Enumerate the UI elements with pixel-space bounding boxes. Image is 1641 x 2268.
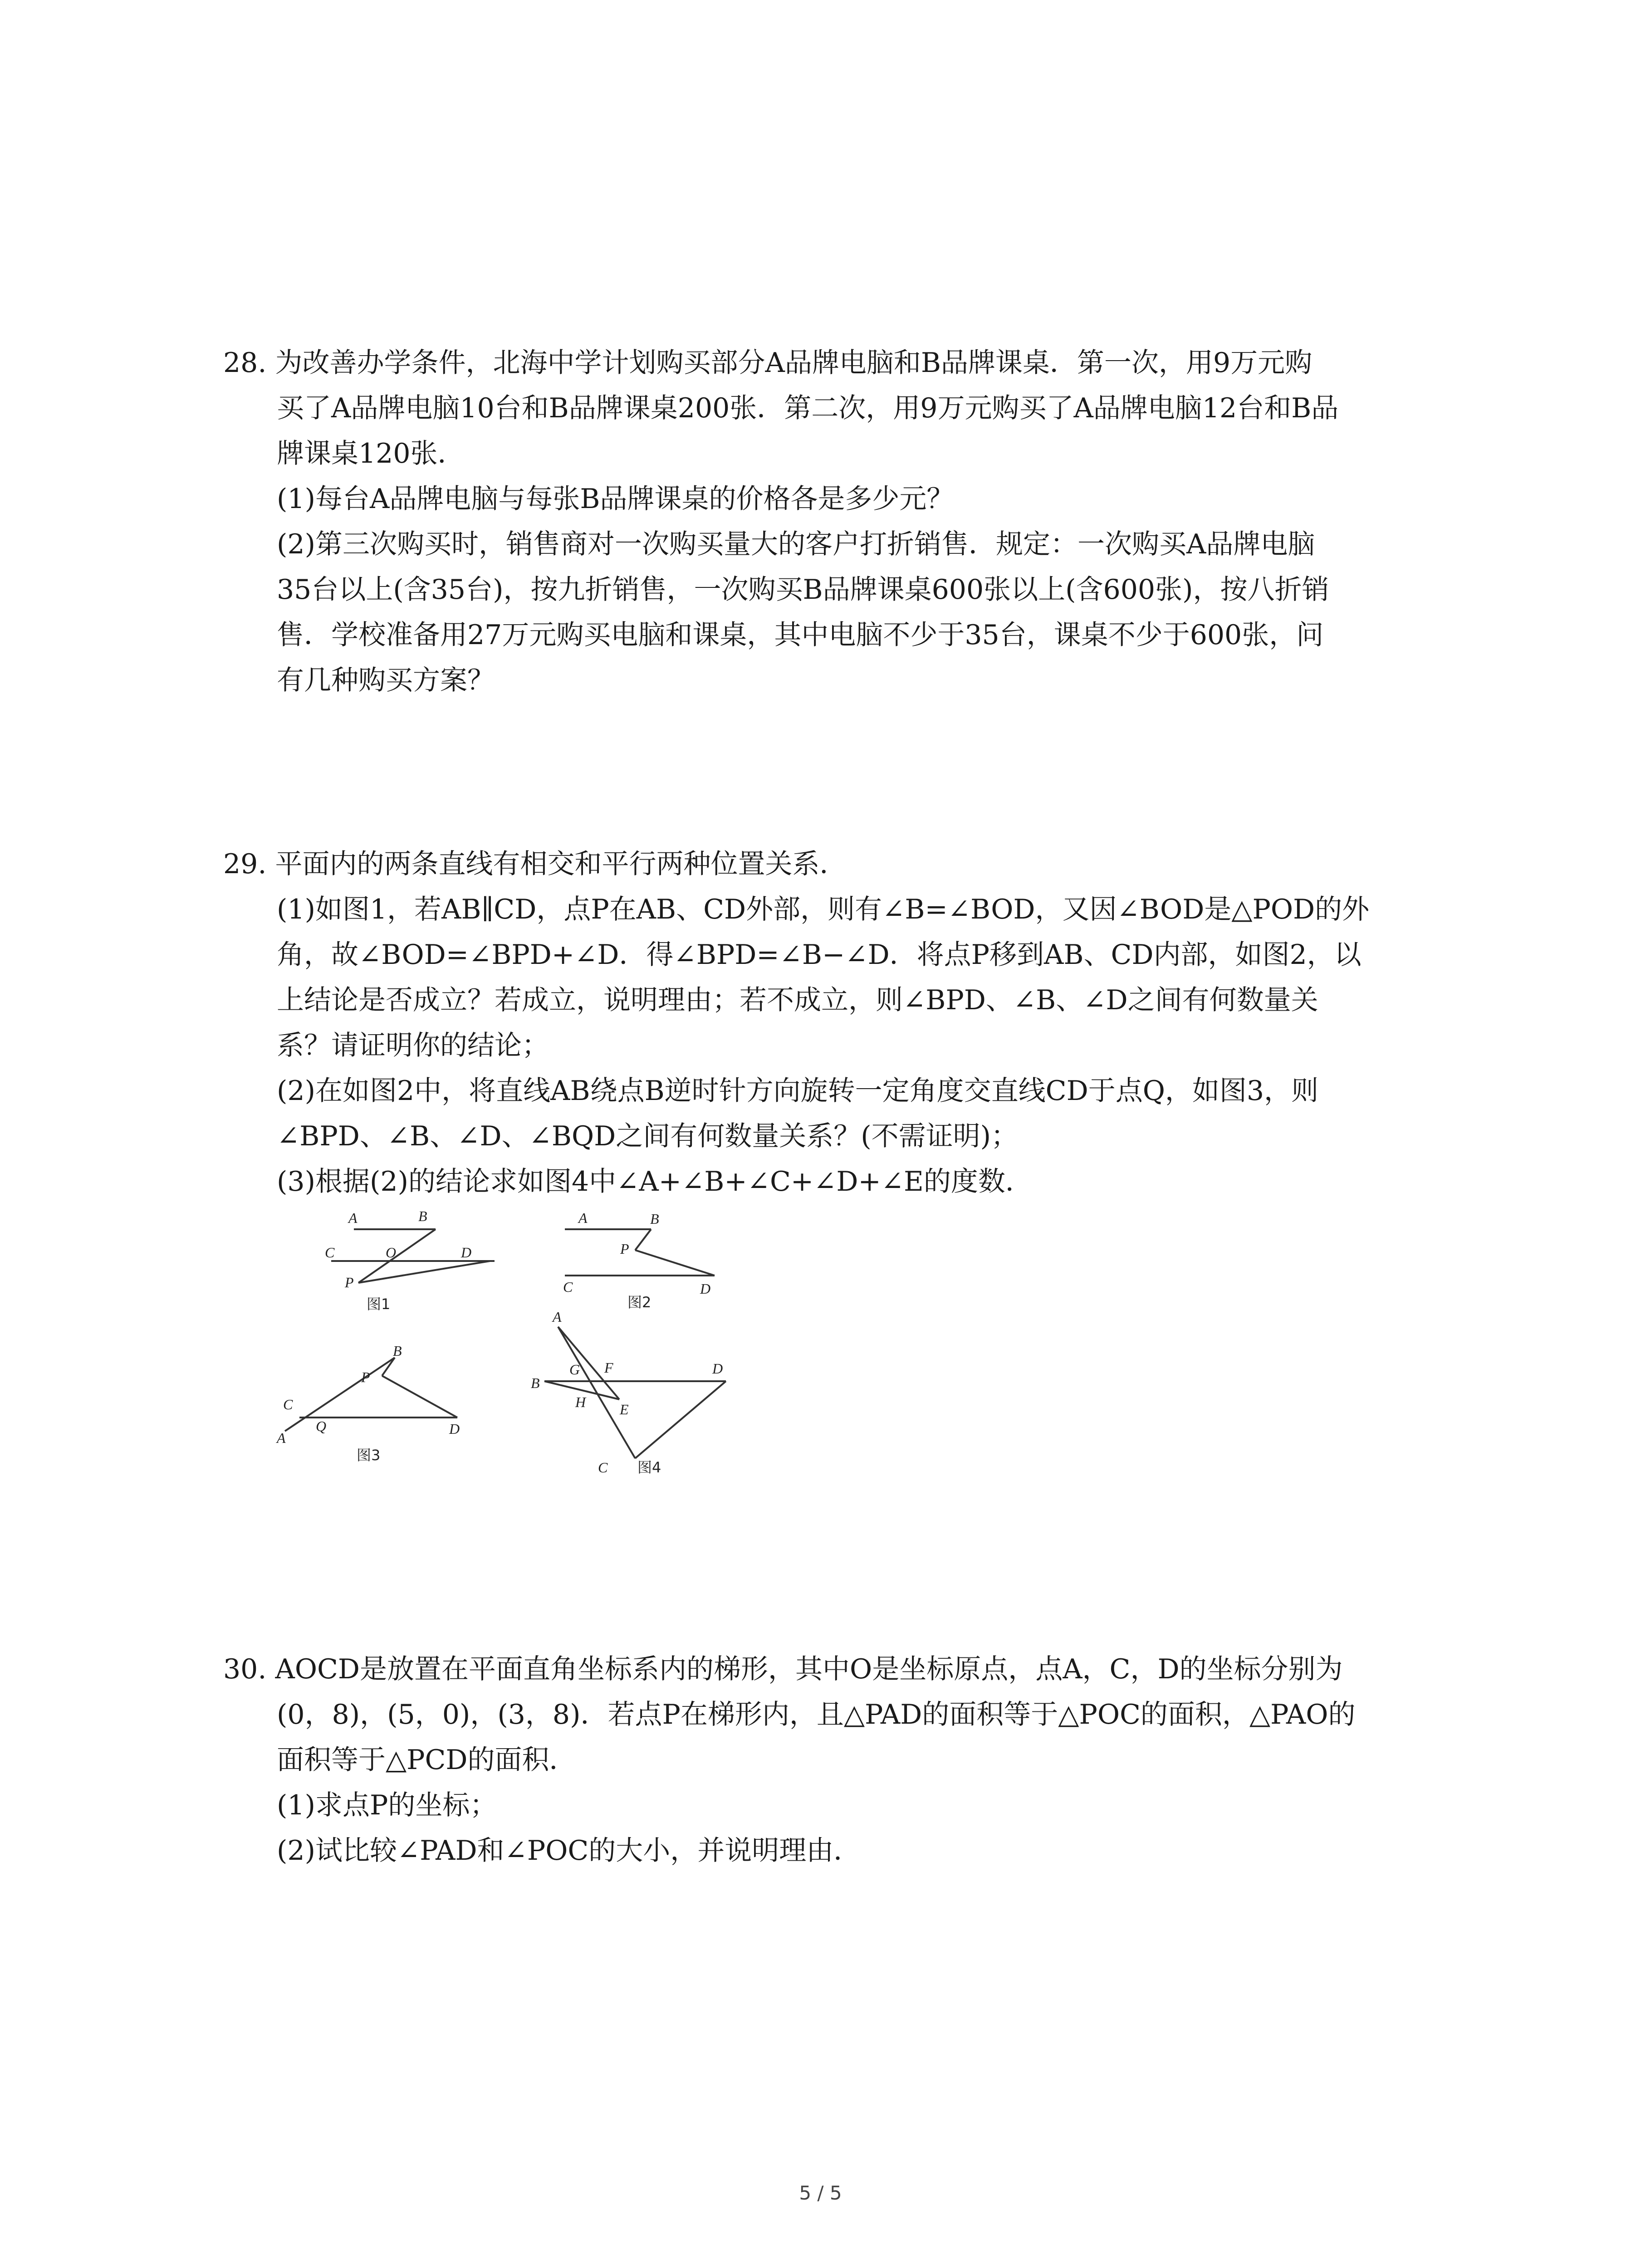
fig2-segment-pd bbox=[635, 1250, 715, 1276]
fig3-label-b: B bbox=[393, 1343, 402, 1359]
fig3-line-ab bbox=[285, 1358, 395, 1431]
fig1-label-p: P bbox=[345, 1274, 354, 1290]
problem-28-question-2-line-3: 售．学校准备用27万元购买电脑和课桌，其中电脑不少于35台，课桌不少于600张，问 bbox=[277, 619, 1324, 651]
fig3-segment-bp bbox=[382, 1358, 395, 1376]
fig4-label-c: C bbox=[598, 1459, 608, 1476]
problem-29-question-1-line-2: 角，故∠BOD=∠BPD+∠D．得∠BPD=∠B−∠D．将点P移到AB、CD内部，如图2，以 bbox=[277, 939, 1362, 971]
fig4-caption: 图4 bbox=[637, 1459, 661, 1476]
figure-3 bbox=[272, 1336, 490, 1472]
fig1-label-a: A bbox=[348, 1210, 358, 1226]
fig3-label-c: C bbox=[283, 1396, 293, 1413]
problem-29-question-1-line-1: (1)如图1，若AB∥CD，点P在AB、CD外部，则有∠B=∠BOD，又因∠BOD是△POD的外 bbox=[277, 894, 1370, 925]
problem-28-line-1: 28. 为改善办学条件，北海中学计划购买部分A品牌电脑和B品牌课桌．第一次，用9万元购 bbox=[223, 347, 1313, 379]
problem-30-line-3: 面积等于△PCD的面积． bbox=[277, 1744, 577, 1776]
fig2-label-p: P bbox=[620, 1241, 629, 1257]
fig2-label-b: B bbox=[650, 1211, 659, 1227]
problem-29-question-2-line-2: ∠BPD、∠B、∠D、∠BQD之间有何数量关系？(不需证明)； bbox=[277, 1120, 1019, 1152]
problem-30-question-2: (2)试比较∠PAD和∠POC的大小，并说明理由． bbox=[277, 1835, 861, 1867]
fig3-caption: 图3 bbox=[357, 1447, 381, 1464]
fig3-segment-pd bbox=[382, 1376, 457, 1418]
problem-29-line-1: 29. 平面内的两条直线有相交和平行两种位置关系． bbox=[223, 848, 847, 880]
page-number: 5 / 5 bbox=[799, 2182, 842, 2204]
problem-30-line-1: 30. AOCD是放置在平面直角坐标系内的梯形，其中O是坐标原点，点A，C，D的坐标分别为 bbox=[223, 1653, 1343, 1685]
fig4-label-a: A bbox=[553, 1309, 562, 1325]
fig4-segment-ac bbox=[558, 1327, 635, 1458]
figure-1 bbox=[313, 1207, 513, 1325]
problem-30-line-2: (0，8)，(5，0)，(3，8)．若点P在梯形内，且△PAD的面积等于△POC的面积，△PAO的 bbox=[277, 1699, 1356, 1730]
fig2-label-c: C bbox=[563, 1279, 573, 1295]
fig3-label-p: P bbox=[361, 1369, 370, 1385]
fig2-label-a: A bbox=[578, 1210, 588, 1226]
fig4-label-f: F bbox=[604, 1359, 613, 1376]
problem-28-question-2-line-4: 有几种购买方案？ bbox=[277, 665, 495, 696]
fig4-label-g: G bbox=[569, 1361, 580, 1378]
fig3-label-q: Q bbox=[316, 1418, 327, 1434]
fig1-caption: 图1 bbox=[367, 1295, 391, 1313]
problem-28-question-2-line-1: (2)第三次购买时，销售商对一次购买量大的客户打折销售．规定：一次购买A品牌电脑 bbox=[277, 528, 1315, 560]
fig3-label-a: A bbox=[277, 1430, 286, 1446]
fig4-label-h: H bbox=[575, 1394, 586, 1410]
problem-28-question-2-line-2: 35台以上(含35台)，按九折销售，一次购买B品牌课桌600张以上(含600张)，按八折销 bbox=[277, 574, 1329, 606]
fig1-segment-bp bbox=[358, 1229, 436, 1283]
fig2-caption: 图2 bbox=[627, 1294, 652, 1311]
fig1-label-c: C bbox=[325, 1244, 335, 1261]
fig1-segment-pd bbox=[358, 1261, 490, 1283]
problem-29-question-1-line-4: 系？请证明你的结论； bbox=[277, 1030, 549, 1061]
fig4-segment-cd bbox=[635, 1381, 726, 1458]
problem-29 bbox=[223, 841, 1457, 1204]
fig4-label-d: D bbox=[712, 1360, 723, 1377]
problem-29-question-2-line-1: (2)在如图2中，将直线AB绕点B逆时针方向旋转一定角度交直线CD于点Q，如图3，则 bbox=[277, 1075, 1319, 1107]
problem-30-question-1: (1)求点P的坐标； bbox=[277, 1789, 497, 1821]
problem-28 bbox=[223, 340, 1457, 703]
fig4-label-b: B bbox=[531, 1375, 540, 1391]
fig1-label-d: D bbox=[461, 1244, 472, 1261]
fig1-label-o: O bbox=[386, 1244, 397, 1261]
problem-28-line-2: 买了A品牌电脑10台和B品牌课桌200张．第二次，用9万元购买了A品牌电脑12台和B品 bbox=[277, 392, 1339, 424]
problem-28-question-1: (1)每台A品牌电脑与每张B品牌课桌的价格各是多少元？ bbox=[277, 483, 954, 515]
fig2-label-d: D bbox=[700, 1281, 711, 1297]
figure-4 bbox=[522, 1302, 740, 1483]
fig1-label-b: B bbox=[418, 1208, 427, 1224]
fig2-segment-bp bbox=[635, 1229, 651, 1250]
problem-29-question-3: (3)根据(2)的结论求如图4中∠A+∠B+∠C+∠D+∠E的度数． bbox=[277, 1166, 1033, 1198]
problem-28-line-3: 牌课桌120张． bbox=[277, 438, 465, 469]
problem-30 bbox=[223, 1647, 1457, 1873]
problem-29-question-1-line-3: 上结论是否成立？若成立，说明理由；若不成立，则∠BPD、∠B、∠D之间有何数量关 bbox=[277, 984, 1318, 1016]
fig3-label-d: D bbox=[449, 1421, 460, 1437]
fig4-label-e: E bbox=[620, 1401, 629, 1418]
